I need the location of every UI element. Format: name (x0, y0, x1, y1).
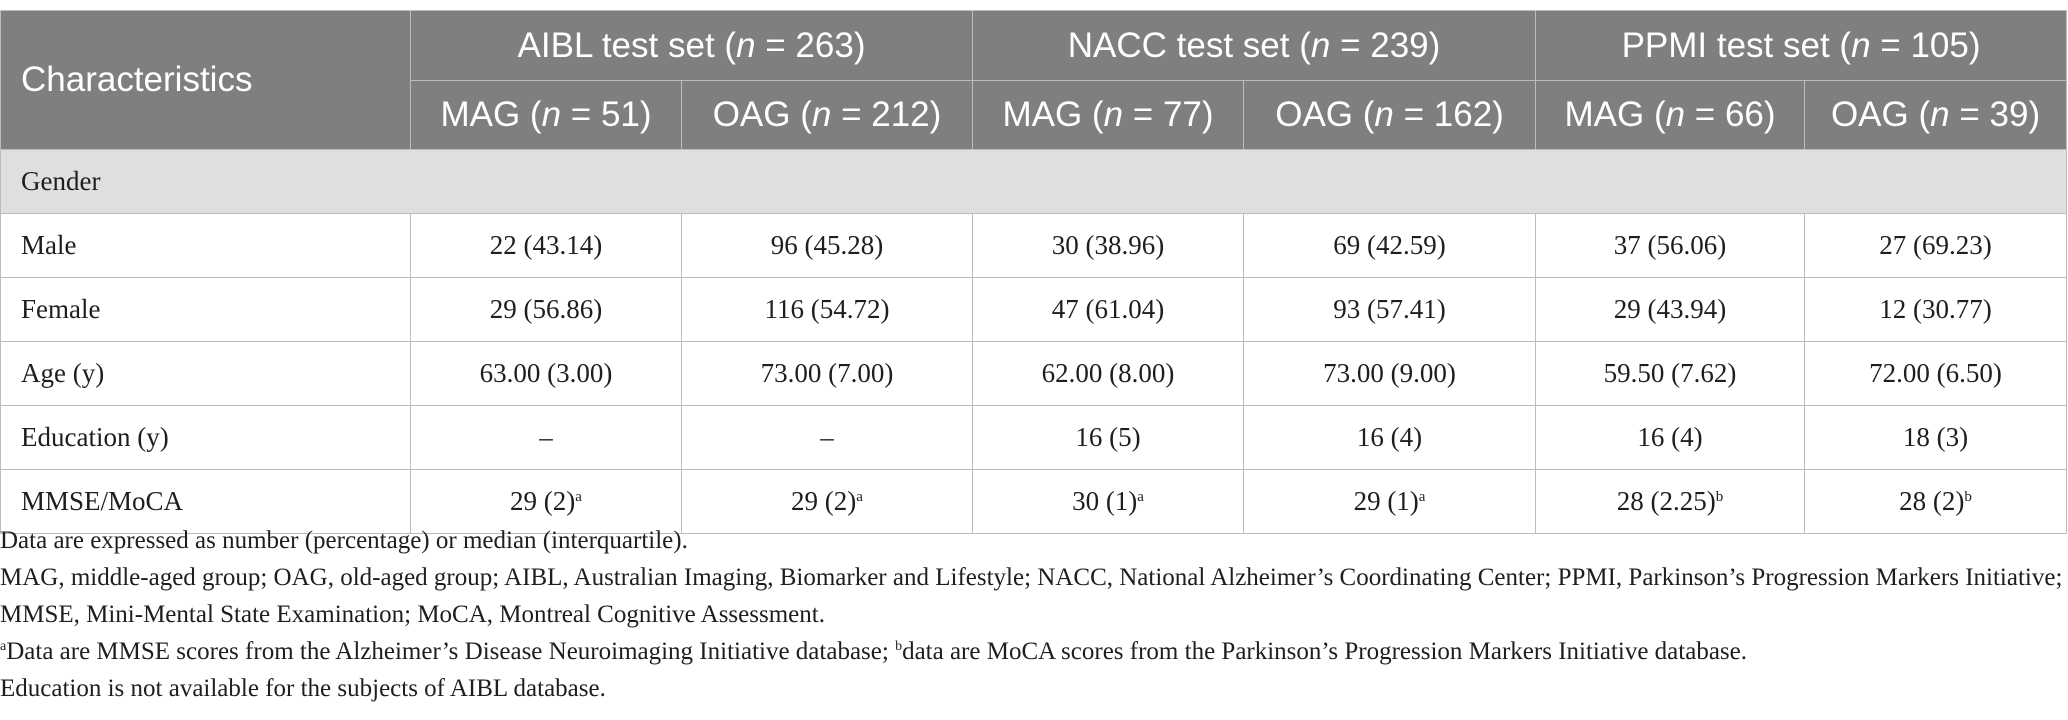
table-cell (1536, 278, 1805, 342)
subgroup-n-label: n (811, 95, 832, 134)
table-cell (1805, 406, 2067, 470)
subgroup-name: OAG (712, 95, 791, 134)
cell-value: 22 (43.14) (489, 230, 603, 260)
cell-value: 28 (2.25) (1616, 486, 1716, 516)
row-label: Male (1, 214, 411, 278)
subgroup-name: OAG (1275, 95, 1354, 134)
cell-value: 29 (56.86) (489, 294, 603, 324)
section-label: Gender (1, 150, 2067, 214)
cell-value: 16 (5) (1075, 422, 1141, 452)
table-cell (682, 278, 973, 342)
row-label: MMSE/MoCA (1, 470, 411, 534)
corner-header: Characteristics (1, 11, 411, 150)
group-n-label: n (736, 25, 756, 65)
row-label: Female (1, 278, 411, 342)
footnote-mmse: Data are MMSE scores from the Alzheimer’s Disease Neuroimaging Initiative database; (6, 638, 896, 665)
row-label: Age (y) (1, 342, 411, 406)
table-cell (411, 214, 682, 278)
subgroup-name: MAG (440, 95, 521, 134)
group-n-value: 105 (1910, 25, 1969, 65)
footnote-education: Education is not available for the subjects of AIBL database. (0, 675, 606, 702)
cell-value: 12 (30.77) (1879, 294, 1992, 324)
table-cell (973, 342, 1244, 406)
cell-value: 62.00 (8.00) (1041, 358, 1175, 388)
table-body (1, 150, 2067, 534)
cell-value: 29 (2) (510, 486, 576, 516)
footnote-abbreviations: MAG, middle-aged group; OAG, old-aged group; AIBL, Australian Imaging, Biomarker and Lifestyle; NACC, National Alzheimer’s Coordinating Center; PPMI, Parkinson’s Progression Markers Initiative; MMSE, Mini-Mental State Examination; MoCA, Montreal Cognitive Assessment. (0, 564, 2063, 628)
footnote-marker: a (1418, 489, 1426, 505)
cell-value: 16 (4) (1637, 422, 1703, 452)
cell-value: – (539, 422, 553, 452)
subgroup-name: OAG (1830, 95, 1909, 134)
header-row-groups (1, 11, 2067, 81)
footnote-marker: b (1964, 489, 1972, 505)
cell-value: 29 (2) (791, 486, 857, 516)
table-row (1, 278, 2067, 342)
table-row (1, 342, 2067, 406)
subgroup-name: MAG (1002, 95, 1083, 134)
subgroup-header-aibl-mag: MAG (n = 51) (411, 81, 682, 150)
table-cell (973, 406, 1244, 470)
table-cell (973, 278, 1244, 342)
subgroup-n-value: 212 (871, 95, 930, 134)
subgroup-n-value: 51 (600, 95, 640, 134)
subgroup-n-value: 162 (1433, 95, 1493, 134)
footnote-marker: b (1715, 489, 1724, 505)
table-cell (682, 214, 973, 278)
table-row (1, 214, 2067, 278)
table-cell (1536, 342, 1805, 406)
footnote-marker-b: b (895, 639, 903, 654)
footnote-marker: a (1137, 489, 1144, 505)
group-name: AIBL test set (517, 25, 715, 65)
subgroup-n-value: 77 (1162, 95, 1202, 134)
table-cell (1805, 342, 2067, 406)
cell-value: 69 (42.59) (1333, 230, 1446, 260)
cell-value: 16 (4) (1356, 422, 1423, 452)
cell-value: 73.00 (7.00) (760, 358, 894, 388)
cell-value: 29 (1) (1353, 486, 1419, 516)
table-header (1, 11, 2067, 150)
cell-value: 29 (43.94) (1613, 294, 1727, 324)
cell-value: 116 (54.72) (764, 294, 890, 324)
footnote-marker-a: a (0, 639, 7, 654)
table-footnotes (0, 522, 2066, 707)
subgroup-name: MAG (1564, 95, 1645, 134)
cell-value: 93 (57.41) (1333, 294, 1446, 324)
cell-value: 73.00 (9.00) (1323, 358, 1456, 388)
cell-value: 30 (1) (1072, 486, 1138, 516)
cell-value: 30 (38.96) (1051, 230, 1165, 260)
subgroup-n-label: n (1930, 95, 1950, 134)
group-n-label: n (1310, 25, 1331, 65)
table-cell (1244, 342, 1536, 406)
group-n-value: 263 (795, 25, 854, 65)
subgroup-n-value: 66 (1724, 95, 1764, 134)
cell-value: 47 (61.04) (1051, 294, 1165, 324)
subgroup-n-value: 39 (1989, 95, 2029, 134)
group-name: PPMI test set (1621, 25, 1830, 65)
table-cell (682, 406, 973, 470)
table-cell (973, 214, 1244, 278)
cell-value: 72.00 (6.50) (1869, 358, 2002, 388)
cell-value: 63.00 (3.00) (479, 358, 613, 388)
cell-value: 96 (45.28) (770, 230, 884, 260)
cell-value: 28 (2) (1899, 486, 1965, 516)
table-cell (1805, 214, 2067, 278)
footnote-moca: data are MoCA scores from the Parkinson’s Progression Markers Initiative database. (902, 638, 1747, 665)
table-cell (1244, 278, 1536, 342)
section-row-gender (1, 150, 2067, 214)
subgroup-n-label: n (541, 95, 562, 134)
table-cell (1805, 278, 2067, 342)
subgroup-header-ppmi-oag: OAG (n = 39) (1805, 81, 2067, 150)
group-n-label: n (1851, 25, 1871, 65)
footnote-scores (0, 633, 2066, 670)
subgroup-n-label: n (1665, 95, 1686, 134)
group-header-nacc: NACC test set (n = 239) (973, 11, 1536, 81)
footnote-data-format: Data are expressed as number (percentage) or median (interquartile). (0, 527, 688, 554)
subgroup-header-aibl-oag: OAG (n = 212) (682, 81, 973, 150)
table-row (1, 406, 2067, 470)
subgroup-header-nacc-oag: OAG (n = 162) (1244, 81, 1536, 150)
table-cell (682, 342, 973, 406)
group-header-aibl: AIBL test set (n = 263) (411, 11, 973, 81)
table-cell (1244, 406, 1536, 470)
cell-value: 27 (69.23) (1879, 230, 1992, 260)
footnote-marker: a (856, 489, 863, 505)
table-cell (411, 406, 682, 470)
table-cell (411, 342, 682, 406)
cell-value: 18 (3) (1902, 422, 1969, 452)
row-label: Education (y) (1, 406, 411, 470)
group-name: NACC test set (1067, 25, 1290, 65)
subgroup-n-label: n (1103, 95, 1124, 134)
footnote-marker: a (575, 489, 582, 505)
cell-value: 59.50 (7.62) (1603, 358, 1737, 388)
table-cell (1244, 214, 1536, 278)
subgroup-header-ppmi-mag: MAG (n = 66) (1536, 81, 1805, 150)
characteristics-table (0, 10, 2067, 534)
group-header-ppmi: PPMI test set (n = 105) (1536, 11, 2067, 81)
subgroup-header-nacc-mag: MAG (n = 77) (973, 81, 1244, 150)
cell-value: 37 (56.06) (1613, 230, 1727, 260)
table-cell (1536, 214, 1805, 278)
table-cell (1536, 406, 1805, 470)
table-cell (411, 278, 682, 342)
group-n-value: 239 (1370, 25, 1429, 65)
subgroup-n-label: n (1374, 95, 1394, 134)
cell-value: – (820, 422, 834, 452)
